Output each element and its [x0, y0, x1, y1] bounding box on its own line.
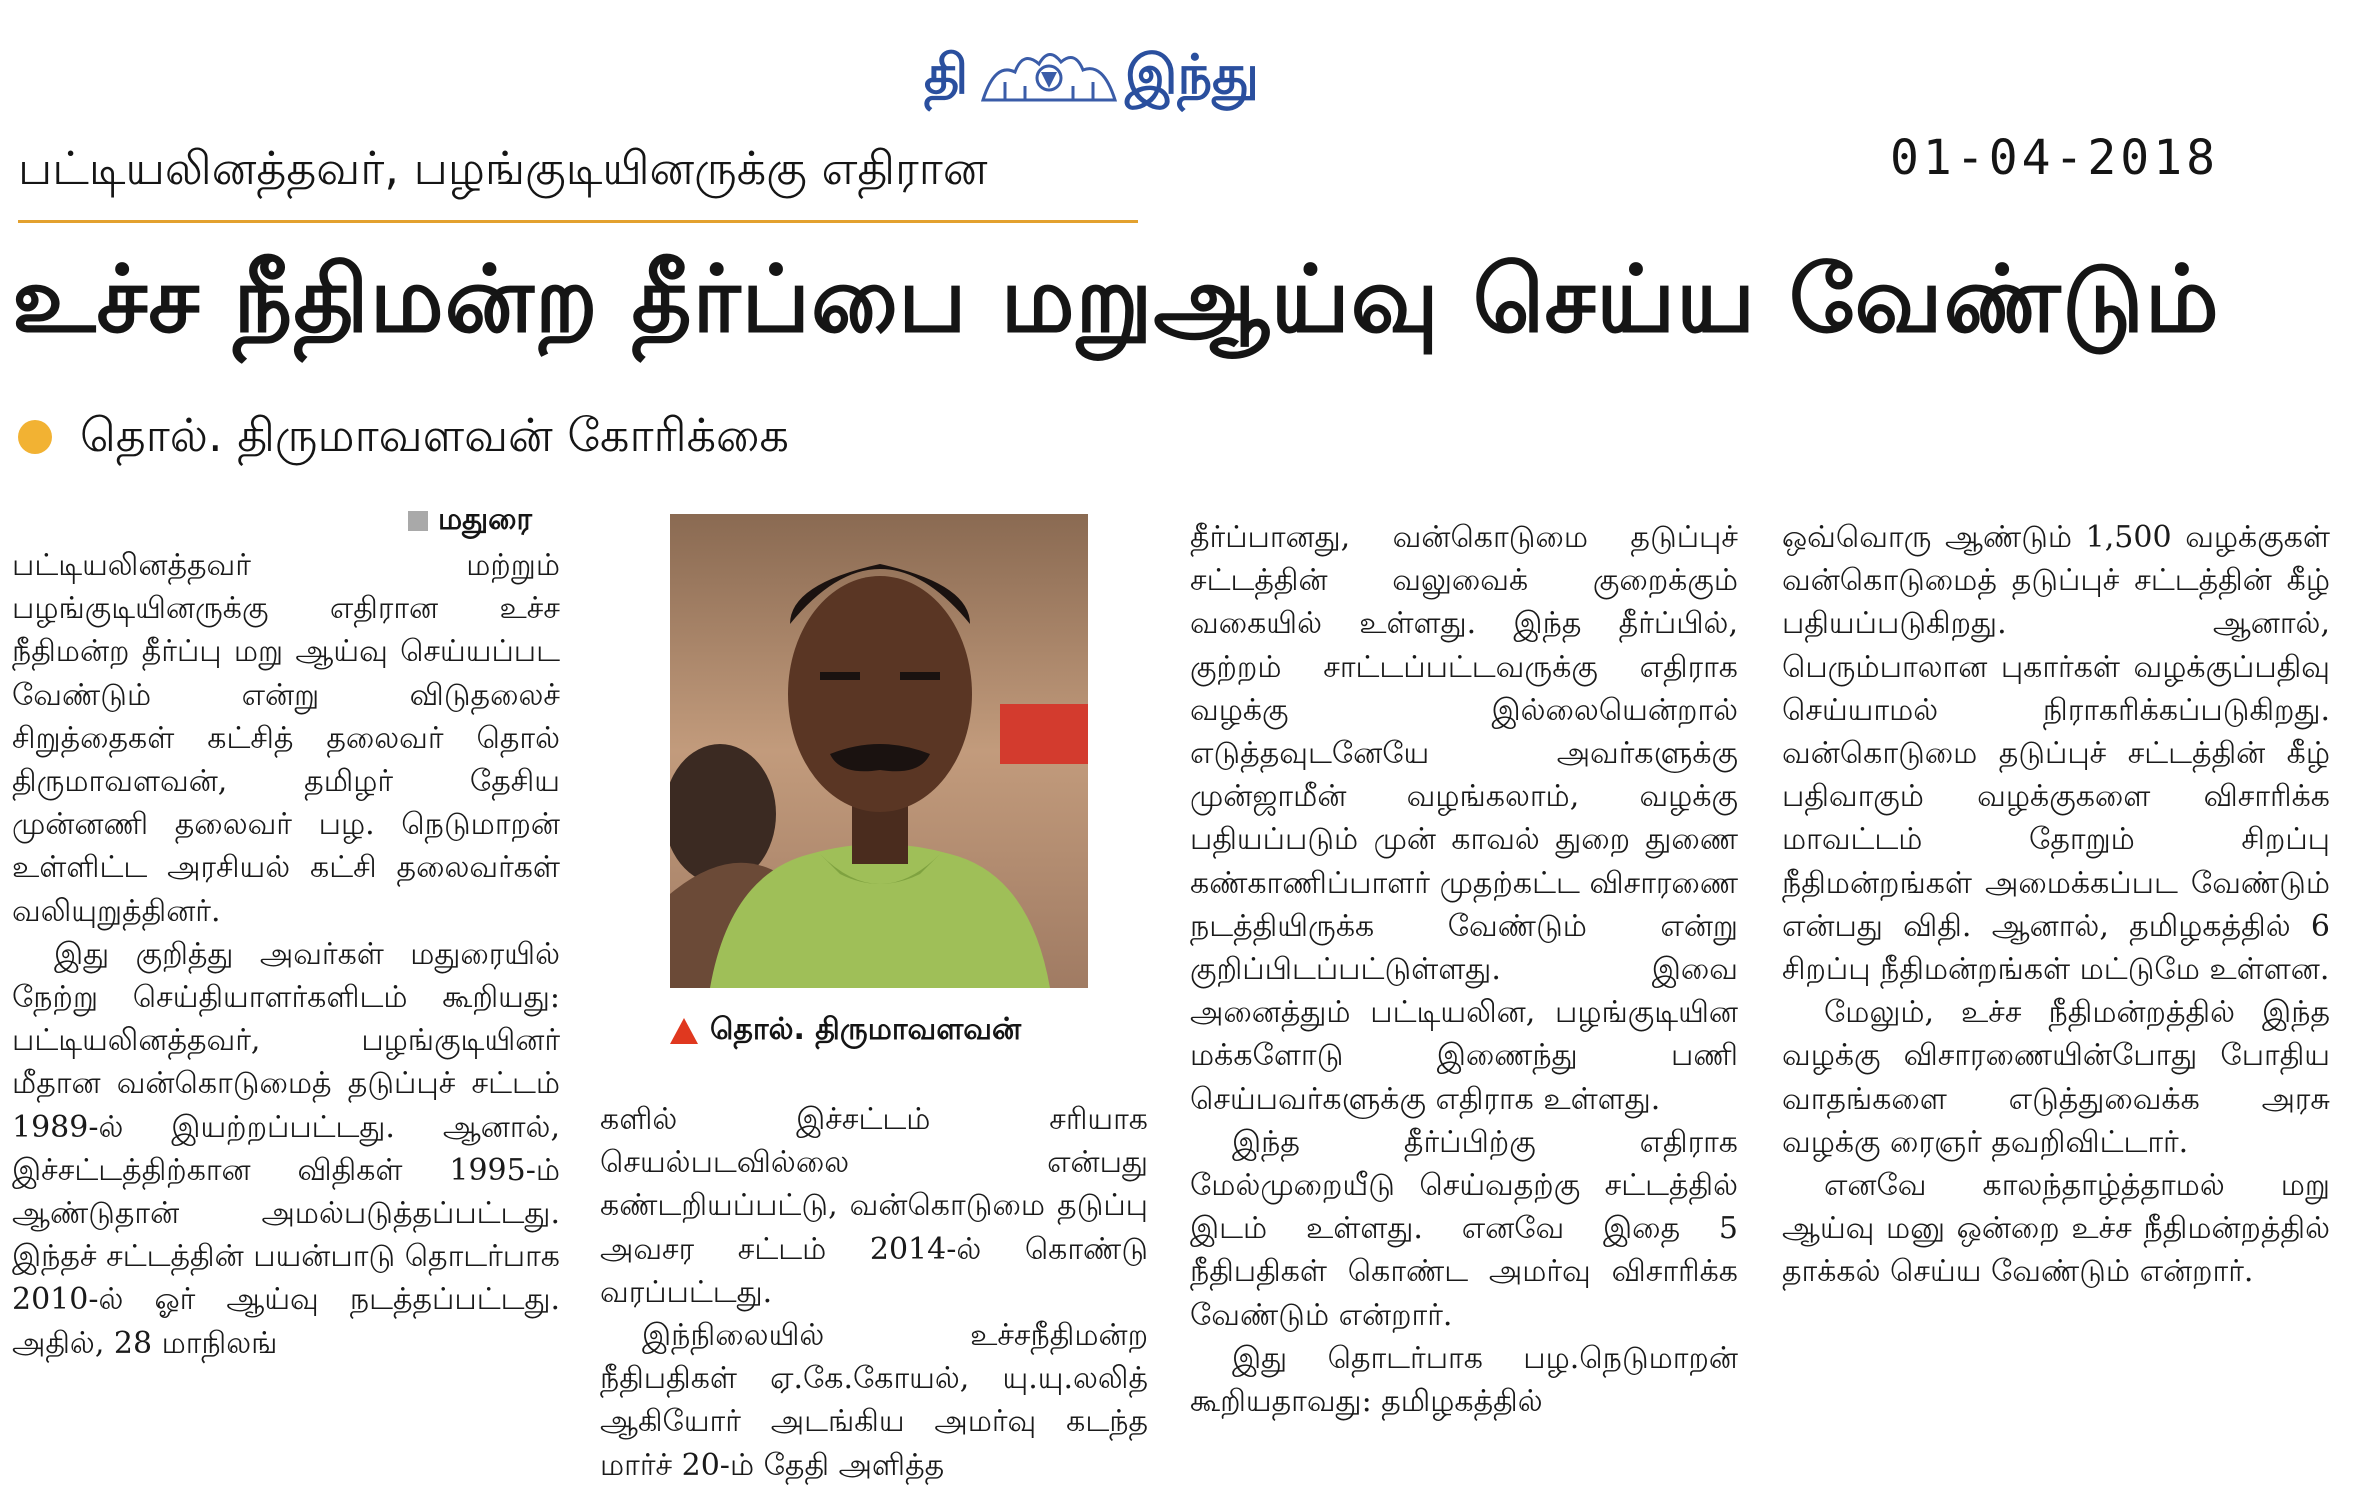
article-paragraph: இது தொடர்பாக பழ.நெடுமாறன் கூறியதாவது: தமிழகத்தில்	[1190, 1340, 1738, 1420]
article-column-1	[12, 544, 560, 1365]
dateline-text: மதுரை	[438, 502, 533, 537]
publication-date: 01-04-2018	[1890, 130, 2219, 186]
article-paragraph: தீர்ப்பானது, வன்கொடுமை தடுப்புச் சட்டத்தின் வலுவைக் குறைக்கும் வகையில் உள்ளது. இந்த தீர்ப்பில், குற்றம் சாட்டப்பட்டவருக்கு எதிராக வழக்கு இல்லையென்றால் எடுத்தவுடனேயே அவர்களுக்கு முன்ஜாமீன் வழங்கலாம், வழக்கு பதியப்படும் முன் காவல் துறை துணை கண்காணிப்பாளர் முதற்கட்ட விசாரணை நடத்தியிருக்க வேண்டும் என்று குறிப்பிடப்பட்டுள்ளது. இவை அனைத்தும் பட்டியலின, பழங்குடியின மக்களோடு இணைந்து பணி செய்பவர்களுக்கு எதிராக உள்ளது.	[1190, 520, 1738, 1117]
article-paragraph: ஒவ்வொரு ஆண்டும் 1,500 வழக்குகள் வன்கொடுமைத் தடுப்புச் சட்டத்தின் கீழ் பதியப்படுகிறது. ஆனால், பெரும்பாலான புகார்கள் வழக்குப்பதிவு செய்யாமல் நிராகரிக்கப்படுகிறது. வன்கொடுமை தடுப்புச் சட்டத்தின் கீழ் பதிவாகும் வழக்குகளை விசாரிக்க மாவட்டம் தோறும் சிறப்பு நீதிமன்றங்கள் அமைக்கப்பட வேண்டும் என்பது விதி. ஆனால், தமிழகத்தில் 6 சிறப்பு நீதிமன்றங்கள் மட்டுமே உள்ளன.	[1782, 520, 2330, 988]
article-paragraph: மேலும், உச்ச நீதிமன்றத்தில் இந்த வழக்கு விசாரணையின்போது போதிய வாதங்களை எடுத்துவைக்க அரசு வழக்கு ரைஞர் தவறிவிட்டார்.	[1782, 995, 2330, 1160]
bullet-dot-icon	[18, 420, 52, 454]
article-column-3	[1190, 516, 1738, 1423]
dateline-square-icon	[408, 511, 428, 531]
article-column-4	[1782, 516, 2330, 1294]
article-paragraph: பட்டியலினத்தவர் மற்றும் பழங்குடியினருக்கு எதிரான உச்ச நீதிமன்ற தீர்ப்பு மறு ஆய்வு செய்யப்பட வேண்டும் என்று விடுதலைச் சிறுத்தைகள் கட்சித் தலைவர் தொல் திருமாவளவன், தமிழர் தேசிய முன்னணி தலைவர் பழ. நெடுமாறன் உள்ளிட்ட அரசியல் கட்சி தலைவர்கள் வலியுறுத்தினர்.	[12, 548, 560, 929]
subheadline-text: தொல். திருமாவளவன் கோரிக்கை	[80, 408, 789, 462]
masthead-title-left: தி	[924, 43, 969, 106]
kicker-line: பட்டியலினத்தவர், பழங்குடியினருக்கு எதிரான	[18, 141, 988, 195]
newspaper-masthead	[920, 40, 1280, 110]
headline: உச்ச நீதிமன்ற தீர்ப்பை மறுஆய்வு செய்ய வேண்டும்	[12, 246, 2220, 353]
dateline	[408, 500, 532, 540]
caption-triangle-icon	[670, 1018, 698, 1044]
portrait-image	[670, 514, 1088, 988]
article-paragraph: எனவே காலந்தாழ்த்தாமல் மறு ஆய்வு மனு ஒன்றை உச்ச நீதிமன்றத்தில் தாக்கல் செய்ய வேண்டும் என்றார்.	[1782, 1168, 2330, 1290]
caption-text: தொல். திருமாவளவன்	[710, 1012, 1022, 1047]
article-column-2	[600, 1098, 1148, 1487]
masthead-title-right: இந்து	[1125, 43, 1259, 106]
photo-caption	[670, 1010, 1021, 1050]
kicker-underline	[18, 220, 1138, 223]
article-paragraph: இந்த தீர்ப்பிற்கு எதிராக மேல்முறையீடு செய்வதற்கு சட்டத்தில் இடம் உள்ளது. எனவே இதை 5 நீதிபதிகள் கொண்ட அமர்வு விசாரிக்க வேண்டும் என்றார்.	[1190, 1124, 1738, 1333]
article-paragraph: களில் இச்சட்டம் சரியாக செயல்படவில்லை என்பது கண்டறியப்பட்டு, வன்கொடுமை தடுப்பு அவசர சட்டம் 2014-ல் கொண்டு வரப்பட்டது.	[600, 1102, 1148, 1310]
newspaper-emblem-icon	[975, 42, 1123, 106]
photo-thirumavalavan	[670, 514, 1088, 988]
article-paragraph: இந்நிலையில் உச்சநீதிமன்ற நீதிபதிகள் ஏ.கே.கோயல், யு.யு.லலித் ஆகியோர் அடங்கிய அமர்வு கடந்த மார்ச் 20-ம் தேதி அளித்த	[600, 1318, 1148, 1483]
article-paragraph: இது குறித்து அவர்கள் மதுரையில் நேற்று செய்தியாளர்களிடம் கூறியது: பட்டியலினத்தவர், பழங்குடியினர் மீதான வன்கொடுமைத் தடுப்புச் சட்டம் 1989-ல் இயற்றப்பட்டது. ஆனால், இச்சட்டத்திற்கான விதிகள் 1995-ம் ஆண்டுதான் அமல்படுத்தப்பட்டது. இந்தச் சட்டத்தின் பயன்பாடு தொடர்பாக 2010-ல் ஓர் ஆய்வு நடத்தப்பட்டது. அதில், 28 மாநிலங்	[12, 936, 560, 1361]
